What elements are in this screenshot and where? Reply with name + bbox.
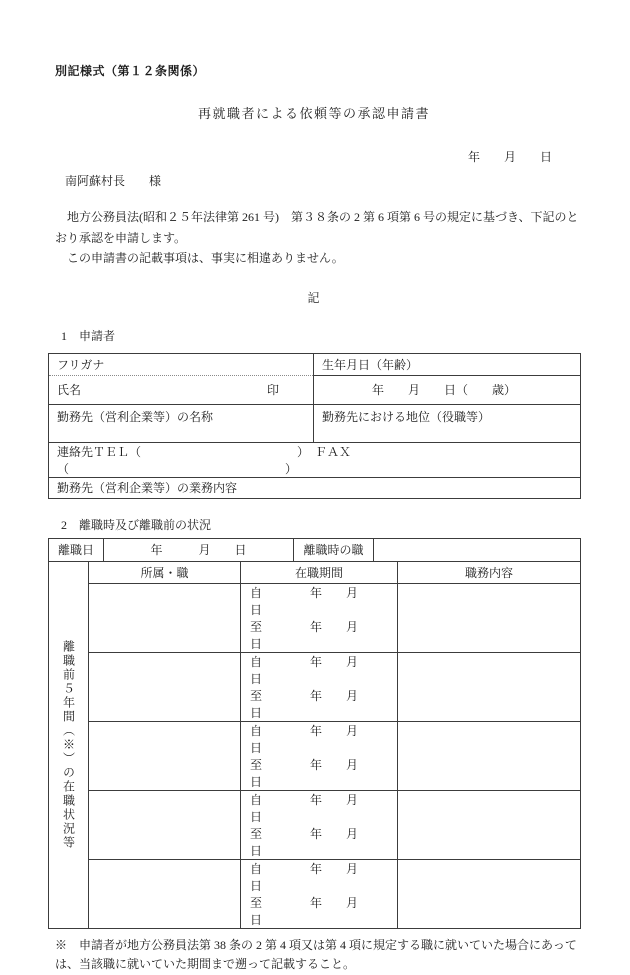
- body-paragraph-1: [55, 207, 580, 269]
- period-from-cell: 自 年 月 日: [241, 583, 398, 618]
- birthdate-value-cell: 年 月 日（ 歳）: [314, 375, 581, 404]
- period-to-cell: 至 年 月 日: [241, 687, 398, 722]
- period-to-cell: 至 年 月 日: [241, 756, 398, 791]
- contact-cell: 連絡先ＴＥＬ（ ） ＦＡＸ（ ）: [49, 442, 581, 477]
- footnote-line: は、当該職に就いていた期間まで遡って記載すること。: [55, 957, 356, 971]
- birthdate-label-cell: 生年月日（年齢）: [314, 353, 581, 375]
- section2-heading: 2 離職時及び離職前の状況: [61, 517, 212, 532]
- footnote: [55, 936, 583, 975]
- paragraph-line: この申請書の記載事項は、事実に相違ありません。: [67, 251, 344, 265]
- column-header-period: 在職期間: [241, 561, 398, 583]
- section1-heading: 1 申請者: [61, 328, 116, 343]
- service-table-body: [49, 561, 581, 928]
- duty-input-cell: [398, 652, 581, 721]
- resign-date-label-cell: 離職日: [49, 538, 104, 561]
- workplace-name-cell: 勤務先（営利企業等）の名称: [49, 404, 314, 442]
- belong-input-cell: [89, 859, 241, 928]
- column-header-duty: 職務内容: [398, 561, 581, 583]
- period-from-cell: 自 年 月 日: [241, 790, 398, 825]
- belong-input-cell: [89, 652, 241, 721]
- footnote-line: ※ 申請者が地方公務員法第 38 条の 2 第 4 項又は第 4 項に規定する職に就いていた場合にあって: [55, 937, 577, 952]
- duty-input-cell: [398, 721, 581, 790]
- name-cell: [49, 375, 314, 404]
- resign-job-label-cell: 離職時の職: [294, 538, 374, 561]
- date-line: 年 月 日: [467, 150, 552, 164]
- belong-input-cell: [89, 721, 241, 790]
- resign-date-value-cell: 年 月 日: [104, 538, 294, 561]
- paragraph-line: おり承認を申請します。: [55, 230, 187, 245]
- addressee: 南阿蘇村長 様: [65, 174, 162, 188]
- column-header-belong: 所属・職: [89, 561, 241, 583]
- resignation-date-table: [48, 538, 581, 562]
- belong-input-cell: [89, 583, 241, 652]
- duty-input-cell: [398, 790, 581, 859]
- period-to-cell: 至 年 月 日: [241, 618, 398, 653]
- duty-input-cell: [398, 859, 581, 928]
- period-to-cell: 至 年 月 日: [241, 894, 398, 929]
- belong-input-cell: [89, 790, 241, 859]
- period-to-cell: 至 年 月 日: [241, 825, 398, 860]
- page-title: 再就職者による依頼等の承認申請書: [197, 106, 430, 121]
- position-cell: 勤務先における地位（役職等）: [314, 404, 581, 442]
- furigana-label-cell: フリガナ: [49, 353, 314, 375]
- resign-job-input-cell: [374, 538, 581, 561]
- business-cell: 勤務先（営利企業等）の業務内容: [49, 477, 581, 498]
- period-from-cell: 自 年 月 日: [241, 721, 398, 756]
- period-from-cell: 自 年 月 日: [241, 652, 398, 687]
- ki-marker: 記: [307, 290, 321, 305]
- paragraph-line: 地方公務員法(昭和２５年法律第 261 号) 第３８条の 2 第 6 項第 6 号の規定に基づき、下記のと: [67, 210, 579, 224]
- vertical-label-cell: 離職前５年間（※）の在職状況等: [49, 561, 89, 928]
- seal-label: 印: [266, 383, 279, 397]
- period-from-cell: 自 年 月 日: [241, 859, 398, 894]
- service-history-table: [48, 561, 581, 929]
- duty-input-cell: [398, 583, 581, 652]
- name-label: 氏名: [57, 383, 82, 397]
- applicant-table: [48, 353, 581, 499]
- form-reference: 別記様式（第１２条関係）: [55, 64, 206, 78]
